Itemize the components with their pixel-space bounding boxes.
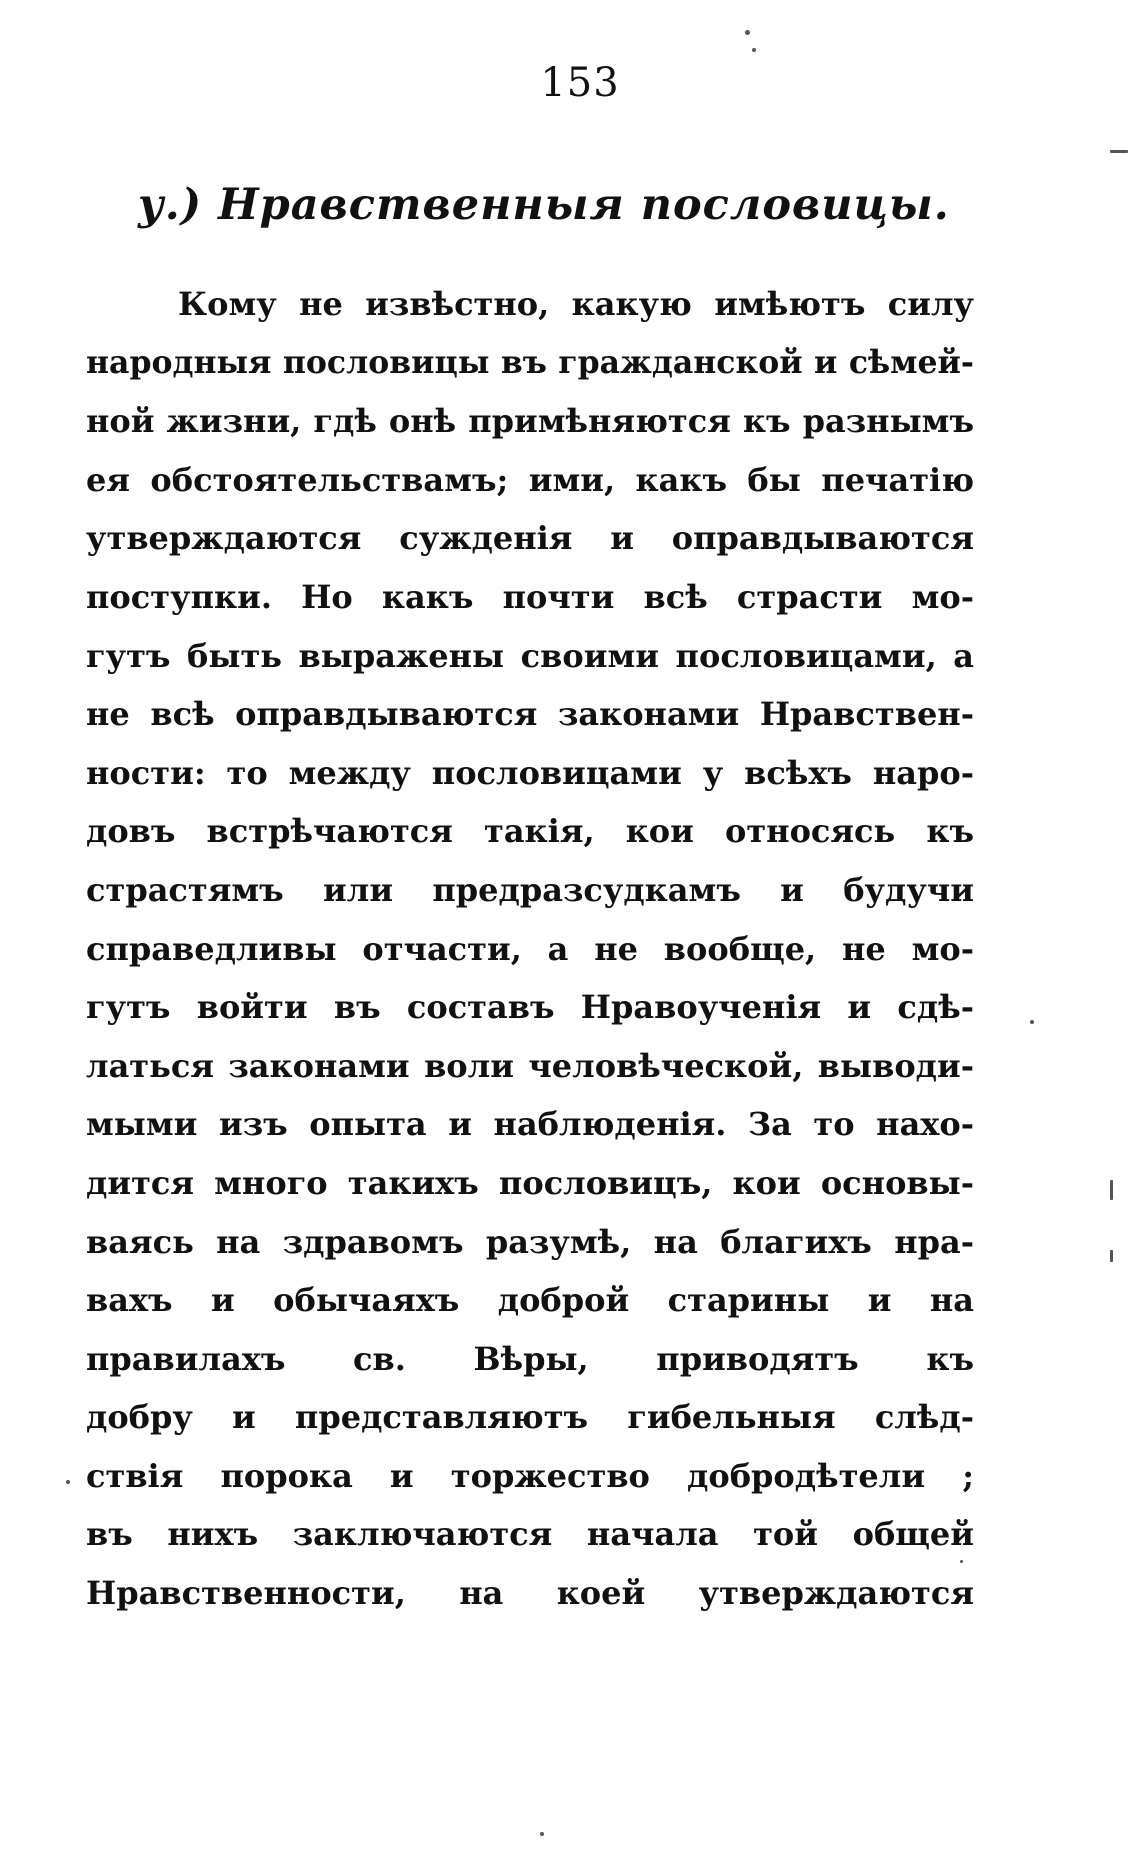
scan-speck	[1110, 1250, 1113, 1262]
scan-speck	[1110, 150, 1128, 153]
section-title: у.) Нравственныя пословицы.	[138, 180, 950, 230]
text-line: довъ встрѣчаются такія, кои относясь къ	[86, 812, 974, 851]
text-line: поступки. Но какъ почти всѣ страсти мо-	[86, 577, 974, 616]
text-line: Кому не извѣстно, какую имѣютъ силу	[178, 285, 974, 323]
text-line: ной жизни, гдѣ онѣ примѣняются къ разнымъ	[86, 402, 974, 441]
text-line: правилахъ св. Вѣры, приводятъ къ	[86, 1339, 974, 1378]
text-line: дится много такихъ пословицъ, кои основы-	[86, 1163, 974, 1202]
scan-speck	[1110, 1180, 1113, 1200]
body-text	[86, 275, 974, 1623]
text-line: не всѣ оправдываются законами Нравствен-	[86, 695, 974, 734]
text-line: ствія порока и торжество добродѣтели ;	[86, 1456, 974, 1495]
scan-speck	[1030, 1020, 1034, 1024]
scan-speck	[752, 48, 756, 52]
scan-speck	[960, 1560, 963, 1563]
scan-speck	[745, 30, 750, 35]
text-line: ея обстоятельствамъ; ими, какъ бы печатію	[86, 460, 974, 499]
text-line: ваясь на здравомъ разумѣ, на благихъ нра-	[86, 1222, 974, 1261]
text-line: страстямъ или предразсудкамъ и будучи	[86, 870, 974, 909]
text-line: вахъ и обычаяхъ доброй старины и на	[86, 1281, 974, 1320]
page-number: 153	[540, 60, 620, 106]
text-line: ности: то между пословицами у всѣхъ наро-	[86, 753, 974, 792]
text-line: справедливы отчасти, а не вообще, не мо-	[86, 929, 974, 968]
scan-speck	[540, 1832, 544, 1836]
text-line: въ нихъ заключаются начала той общей	[86, 1515, 974, 1554]
text-line: Нравственности, на коей утверждаются	[86, 1574, 974, 1613]
text-line: мыми изъ опыта и наблюденія. За то нахо-	[86, 1105, 974, 1144]
scan-speck	[66, 1480, 70, 1484]
text-line: гутъ быть выражены своими пословицами, а	[86, 636, 974, 675]
text-line: добру и представляютъ гибельныя слѣд-	[86, 1398, 974, 1437]
text-line: утверждаются сужденія и оправдываются	[86, 519, 974, 558]
text-line: латься законами воли человѣческой, выводи-	[86, 1046, 974, 1085]
text-line: гутъ войти въ составъ Нравоученія и сдѣ-	[86, 988, 974, 1027]
text-line: народныя пословицы въ гражданской и сѣмей-	[86, 343, 974, 381]
